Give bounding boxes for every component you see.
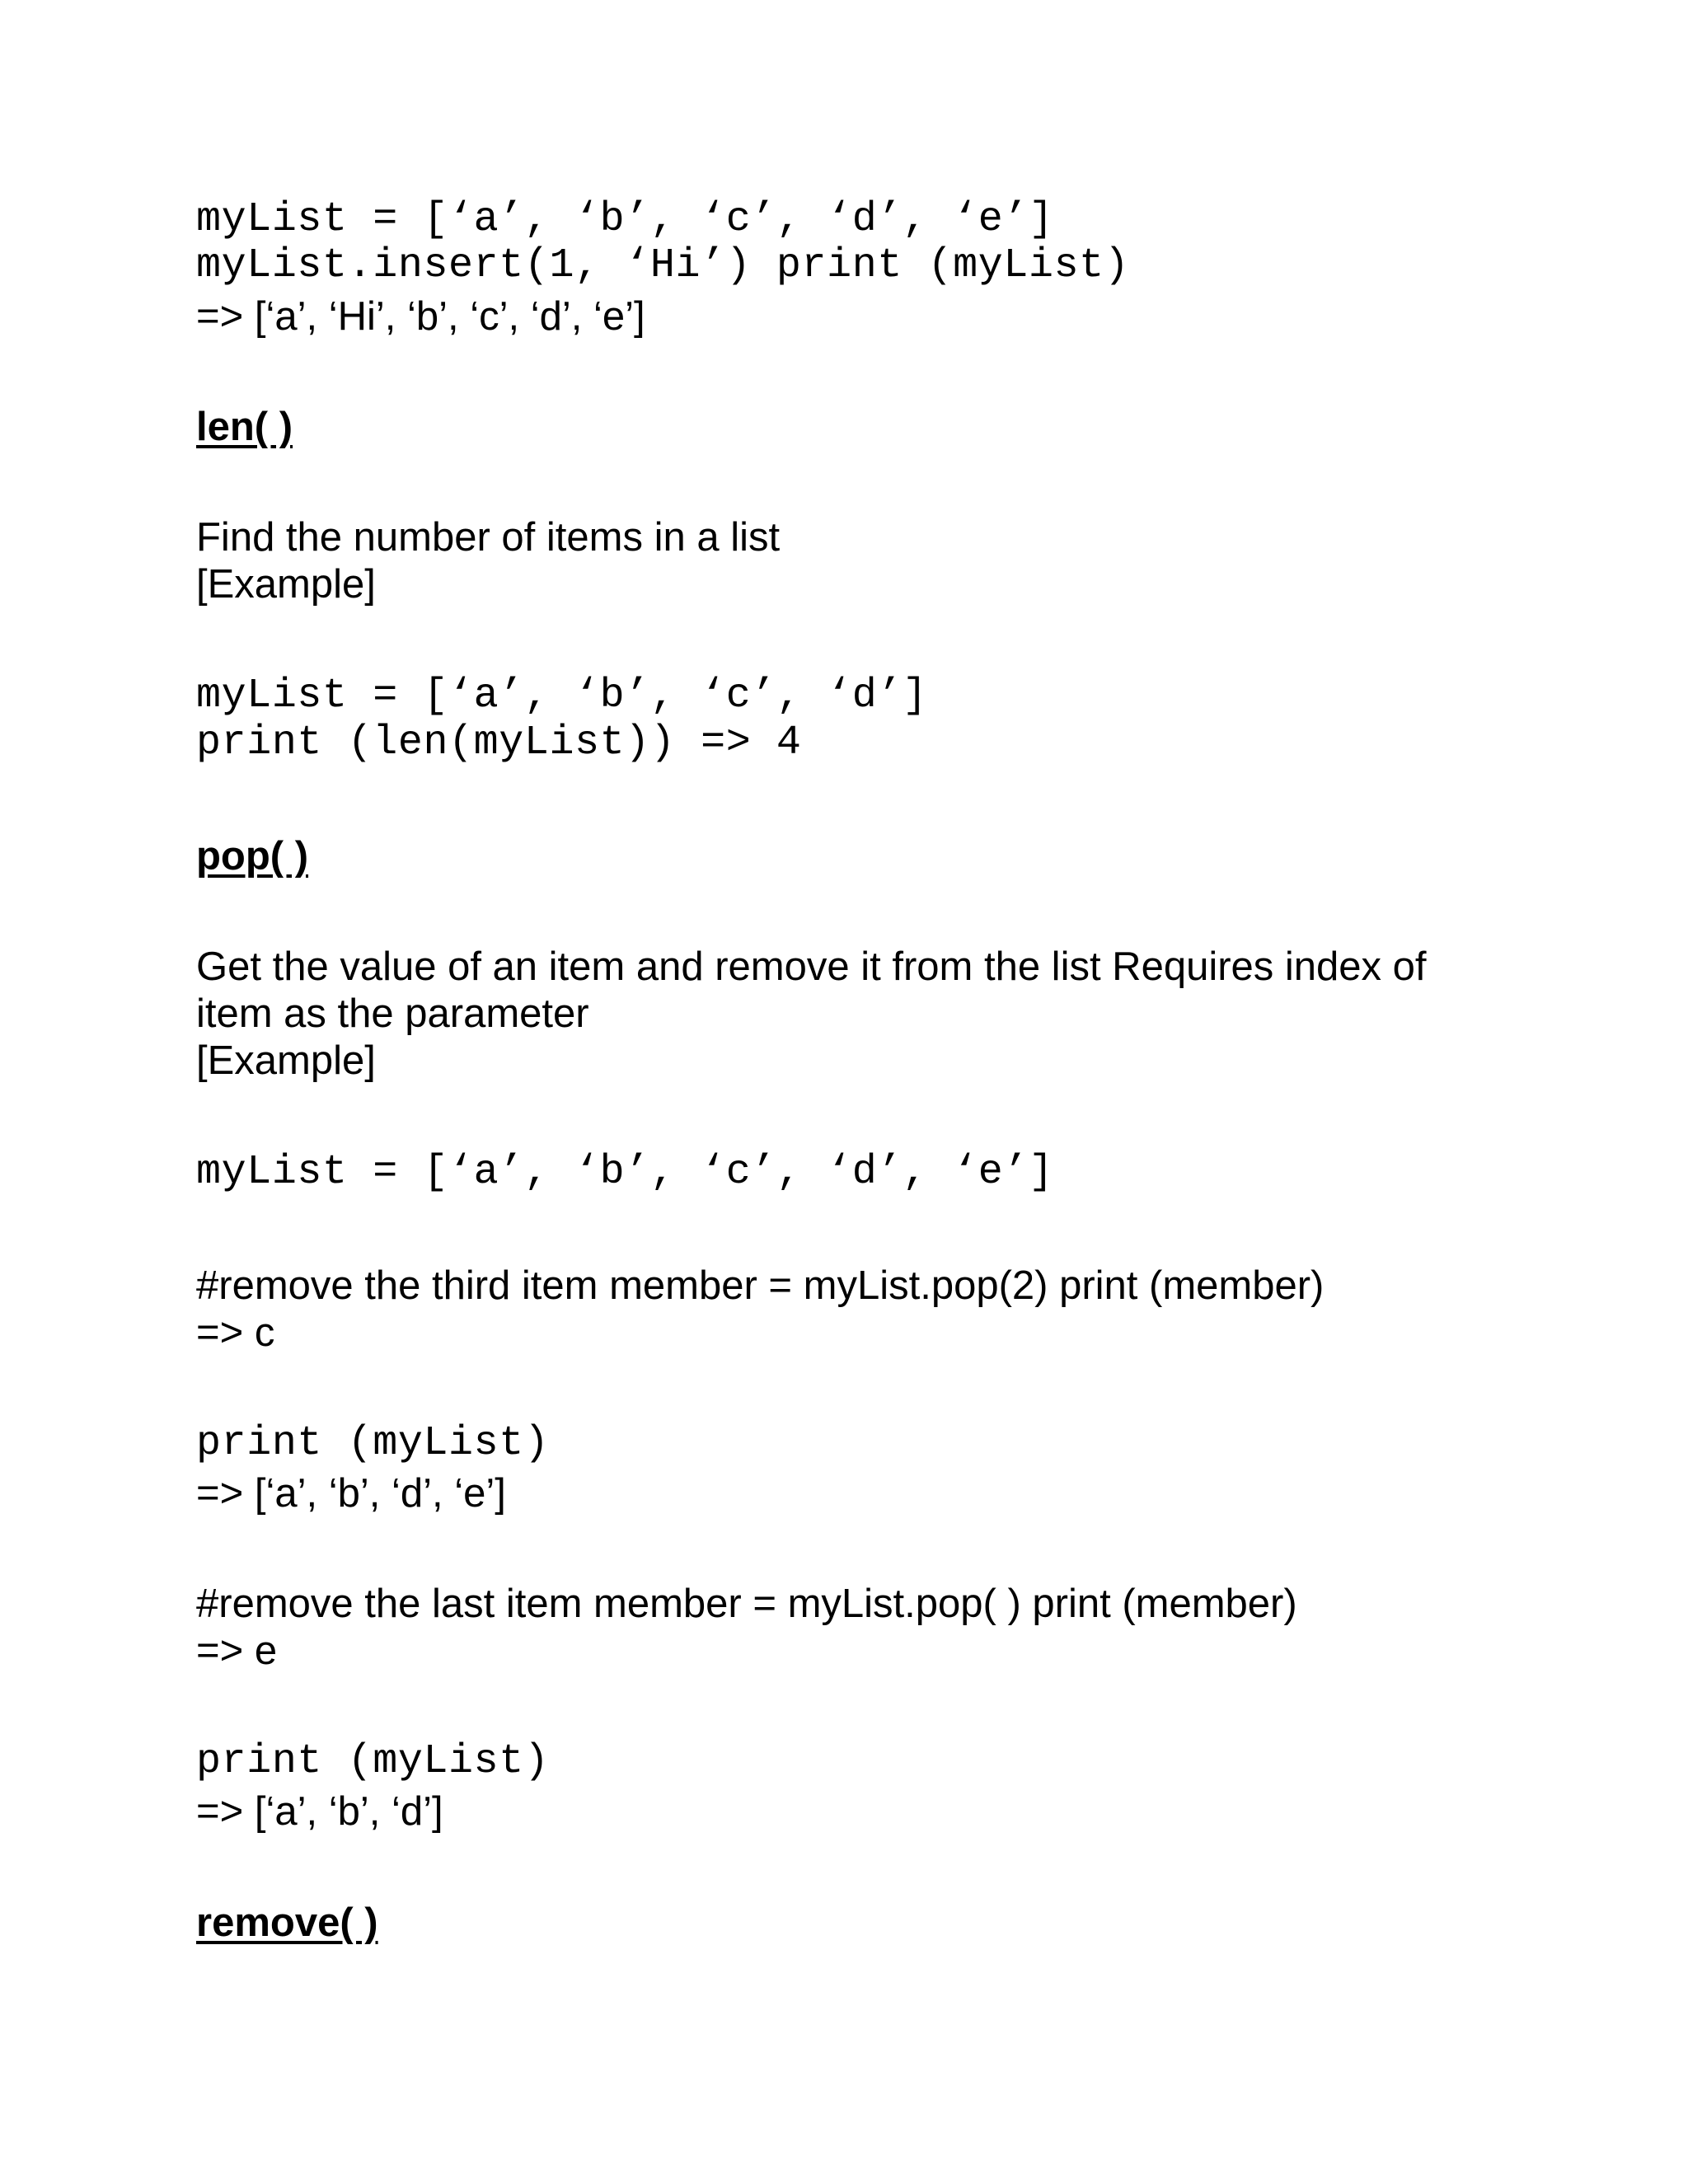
len-heading: len( ) <box>196 405 293 449</box>
pop-remove-third-line: #remove the third item member = myList.pop(2) print (member) <box>196 1263 1325 1308</box>
pop-print-output-1: => [‘a’, ‘b’, ‘d’, ‘e’] <box>196 1471 506 1516</box>
insert-code-line-1: myList = [‘a’, ‘b’, ‘c’, ‘d’, ‘e’] <box>196 196 1054 243</box>
len-description: Find the number of items in a list <box>196 515 781 560</box>
pop-remove-third-output: => c <box>196 1310 275 1355</box>
pop-code-line-1: myList = [‘a’, ‘b’, ‘c’, ‘d’, ‘e’] <box>196 1149 1054 1196</box>
pop-heading: pop( ) <box>196 834 309 879</box>
remove-heading: remove( ) <box>196 1900 378 1945</box>
pop-description-line-2: item as the parameter <box>196 991 589 1036</box>
pop-print-line-1: print (myList) <box>196 1420 550 1467</box>
pop-remove-last-line: #remove the last item member = myList.pop( ) print (member) <box>196 1582 1297 1626</box>
insert-output: => [‘a’, ‘Hi’, ‘b’, ‘c’, ‘d’, ‘e’] <box>196 294 645 339</box>
pop-remove-last-output: => e <box>196 1629 278 1673</box>
len-example-label: [Example] <box>196 562 376 607</box>
len-code-line-1: myList = [‘a’, ‘b’, ‘c’, ‘d’] <box>196 673 928 719</box>
len-code-line-2: print (len(myList)) => 4 <box>196 719 802 766</box>
pop-example-label: [Example] <box>196 1038 376 1083</box>
pop-print-output-2: => [‘a’, ‘b’, ‘d’] <box>196 1789 443 1834</box>
pop-description-line-1: Get the value of an item and remove it from the list Requires index of <box>196 944 1427 989</box>
pop-print-line-2: print (myList) <box>196 1738 550 1785</box>
insert-code-line-2: myList.insert(1, ‘Hi’) print (myList) <box>196 242 1130 289</box>
